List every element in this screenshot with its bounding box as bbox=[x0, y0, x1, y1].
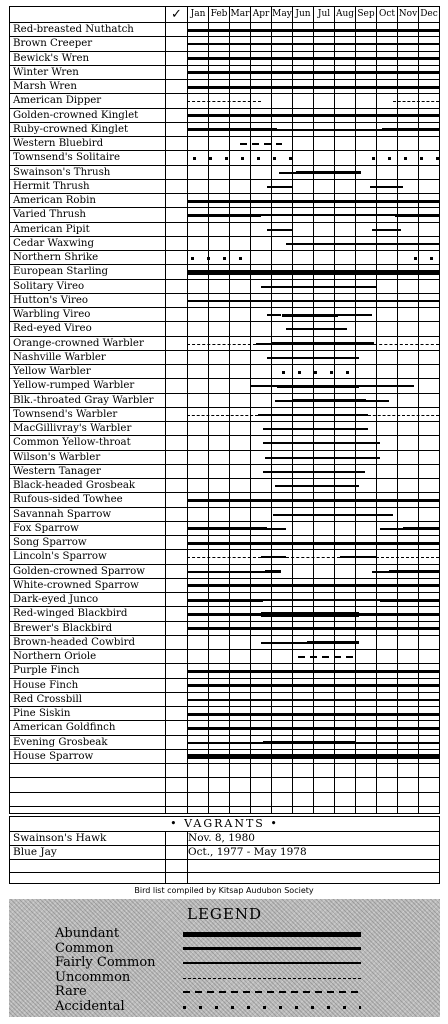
credit-line: Bird list compiled by Kitsap Audubon Society bbox=[134, 886, 314, 895]
legend-panel bbox=[9, 899, 440, 1017]
bird-name: Purple Finch bbox=[13, 665, 80, 677]
legend-row bbox=[55, 985, 385, 999]
occurrence-bar bbox=[187, 684, 439, 687]
divider bbox=[165, 831, 166, 883]
occurrence-bar bbox=[265, 570, 282, 573]
occurrence-bar bbox=[250, 385, 277, 387]
bird-row bbox=[10, 422, 441, 436]
occurrence-bar bbox=[286, 243, 439, 245]
occurrence-bar bbox=[191, 257, 250, 260]
bird-row bbox=[10, 436, 441, 450]
occurrence-bar bbox=[296, 171, 361, 174]
bird-row bbox=[10, 223, 441, 237]
occurrence-bar bbox=[307, 641, 360, 644]
occurrence-bar bbox=[261, 556, 286, 558]
bird-name: Song Sparrow bbox=[13, 537, 87, 548]
bird-name: Orange-crowned Warbler bbox=[13, 337, 144, 349]
occurrence-bar bbox=[187, 584, 439, 587]
bird-row bbox=[10, 37, 441, 51]
occurrence-bar bbox=[279, 172, 296, 174]
bird-row bbox=[10, 750, 441, 764]
vagrants-title: • VAGRANTS • bbox=[170, 817, 279, 830]
occurrence-bar bbox=[267, 314, 282, 316]
occurrence-bar bbox=[263, 471, 366, 473]
occurrence-bar bbox=[275, 400, 292, 402]
occurrence-bar bbox=[261, 214, 395, 216]
bird-row bbox=[10, 579, 441, 593]
bird-name: Nashville Warbler bbox=[13, 351, 106, 363]
occurrence-bar bbox=[187, 29, 439, 32]
occurrence-bar bbox=[395, 214, 439, 217]
bird-row bbox=[10, 536, 441, 550]
bird-name: Marsh Wren bbox=[13, 81, 77, 92]
occurrence-bar bbox=[187, 344, 256, 345]
bird-name: Western Bluebird bbox=[13, 138, 104, 149]
bird-name: MacGillivray's Warbler bbox=[13, 423, 132, 434]
bird-row bbox=[10, 337, 441, 351]
legend-label: Accidental bbox=[55, 998, 125, 1014]
bird-row bbox=[10, 308, 441, 322]
bird-row bbox=[10, 565, 441, 579]
occurrence-bar bbox=[261, 286, 377, 288]
month-label: Jul bbox=[313, 7, 334, 22]
bird-name: White-crowned Sparrow bbox=[13, 579, 139, 591]
bird-name: Townsend's Warbler bbox=[13, 408, 118, 420]
bird-row bbox=[10, 109, 441, 123]
bird-row bbox=[10, 593, 441, 607]
bird-name: Ruby-crowned Kinglet bbox=[13, 123, 129, 135]
bird-row bbox=[10, 622, 441, 636]
legend-label: Abundant bbox=[55, 926, 120, 941]
month-label: Jun bbox=[292, 7, 313, 22]
divider bbox=[10, 859, 439, 860]
bird-row bbox=[10, 636, 441, 650]
occurrence-bar bbox=[273, 514, 393, 516]
occurrence-bar bbox=[298, 656, 355, 658]
bird-row bbox=[10, 721, 441, 735]
bird-row bbox=[10, 251, 441, 265]
occurrence-bar bbox=[258, 414, 367, 416]
occurrence-bar bbox=[187, 599, 263, 602]
bird-name: Hutton's Vireo bbox=[13, 294, 89, 306]
legend-row bbox=[55, 942, 385, 956]
bird-name: Warbling Vireo bbox=[13, 309, 91, 320]
bird-row bbox=[10, 351, 441, 365]
divider bbox=[10, 872, 439, 873]
occurrence-bar bbox=[187, 727, 439, 730]
bird-name: Brewer's Blackbird bbox=[13, 622, 113, 634]
bird-row bbox=[10, 194, 441, 208]
bird-name: Golden-crowned Kinglet bbox=[13, 109, 139, 121]
bird-name: Golden-crowned Sparrow bbox=[13, 565, 146, 577]
occurrence-bar bbox=[393, 101, 439, 102]
legend-row bbox=[55, 1000, 385, 1014]
bird-row bbox=[10, 322, 441, 336]
vagrant-date: Oct., 1977 - May 1978 bbox=[188, 846, 307, 858]
occurrence-bar bbox=[187, 571, 265, 573]
occurrence-bar bbox=[187, 300, 439, 302]
occurrence-bar bbox=[187, 114, 439, 117]
bird-row bbox=[10, 23, 441, 37]
legend-swatch bbox=[183, 932, 361, 937]
bird-name: Swainson's Thrush bbox=[13, 166, 111, 178]
bird-name: Brown Creeper bbox=[13, 38, 93, 50]
bird-row bbox=[10, 80, 441, 94]
bird-row bbox=[10, 265, 441, 279]
grid-row-line bbox=[10, 806, 439, 807]
bird-row bbox=[10, 208, 441, 222]
legend-label: Uncommon bbox=[55, 969, 131, 985]
bird-name: Winter Wren bbox=[13, 66, 79, 78]
bird-name: Red-winged Blackbird bbox=[13, 608, 128, 620]
month-label: Mar bbox=[229, 7, 250, 22]
bird-row bbox=[10, 679, 441, 693]
occurrence-bar bbox=[372, 157, 439, 160]
bird-name: Solitary Vireo bbox=[13, 280, 85, 292]
legend-swatch bbox=[183, 962, 361, 964]
occurrence-bar bbox=[187, 86, 439, 89]
occurrence-bar bbox=[389, 570, 439, 573]
occurrence-bar bbox=[382, 128, 439, 131]
occurrence-bar bbox=[380, 599, 439, 602]
bird-name: Western Tanager bbox=[13, 465, 101, 477]
check-column-header: ✓ bbox=[165, 7, 187, 22]
occurrence-bar bbox=[414, 257, 439, 260]
bird-row bbox=[10, 379, 441, 393]
bird-row bbox=[10, 522, 441, 536]
occurrence-bar bbox=[187, 214, 261, 217]
bird-row bbox=[10, 664, 441, 678]
month-label: Feb bbox=[208, 7, 229, 22]
occurrence-bar bbox=[275, 485, 359, 487]
bird-name: Blk.-throated Gray Warbler bbox=[13, 394, 154, 406]
divider bbox=[187, 831, 188, 883]
bird-name: Hermit Thrush bbox=[13, 180, 90, 192]
bird-name: Cedar Waxwing bbox=[13, 237, 94, 249]
bird-checklist-chart bbox=[9, 6, 440, 814]
bird-row bbox=[10, 137, 441, 151]
occurrence-bar bbox=[282, 371, 362, 374]
occurrence-bar bbox=[187, 713, 439, 716]
bird-name: Wilson's Warbler bbox=[13, 451, 101, 463]
bird-row bbox=[10, 707, 441, 721]
legend-label: Common bbox=[55, 940, 114, 956]
occurrence-bar bbox=[372, 229, 401, 231]
occurrence-bar bbox=[403, 527, 439, 530]
bird-row bbox=[10, 94, 441, 108]
month-label: Aug bbox=[334, 7, 355, 22]
bird-name: European Starling bbox=[13, 266, 109, 278]
vagrant-row bbox=[10, 832, 441, 845]
occurrence-bar bbox=[261, 642, 307, 644]
occurrence-bar bbox=[359, 385, 414, 387]
bird-row bbox=[10, 736, 441, 750]
vagrant-name: Blue Jay bbox=[13, 846, 57, 858]
legend-swatch bbox=[183, 947, 361, 950]
bird-row bbox=[10, 451, 441, 465]
bird-name: Red Crossbill bbox=[13, 693, 83, 705]
legend-row bbox=[55, 971, 385, 985]
occurrence-bar bbox=[187, 742, 263, 744]
occurrence-bar bbox=[267, 357, 359, 359]
occurrence-bar bbox=[277, 385, 359, 388]
legend-swatch bbox=[183, 1006, 361, 1009]
occurrence-bar bbox=[359, 613, 439, 616]
bird-row bbox=[10, 550, 441, 564]
bird-name: Northern Oriole bbox=[13, 651, 97, 662]
bird-name: Evening Grosbeak bbox=[13, 736, 108, 748]
legend-swatch bbox=[183, 991, 361, 993]
occurrence-bar bbox=[267, 186, 292, 188]
occurrence-bar bbox=[282, 314, 339, 317]
occurrence-bar bbox=[265, 457, 381, 459]
occurrence-bar bbox=[267, 528, 286, 530]
bird-name: American Robin bbox=[13, 195, 96, 206]
bird-name: Dark-eyed Junco bbox=[13, 594, 99, 605]
bird-name: American Pipit bbox=[13, 223, 90, 235]
occurrence-bar bbox=[376, 557, 439, 558]
occurrence-bar bbox=[187, 699, 439, 701]
vagrants-section bbox=[9, 816, 440, 884]
occurrence-bar bbox=[187, 101, 261, 102]
bird-row bbox=[10, 151, 441, 165]
occurrence-bar bbox=[187, 754, 439, 759]
occurrence-bar bbox=[263, 741, 355, 744]
occurrence-bar bbox=[187, 415, 258, 416]
occurrence-bar bbox=[240, 143, 282, 145]
occurrence-bar bbox=[368, 415, 439, 416]
bird-name: Fox Sparrow bbox=[13, 522, 79, 534]
occurrence-bar bbox=[187, 43, 439, 45]
occurrence-bar bbox=[263, 599, 381, 601]
bird-row bbox=[10, 650, 441, 664]
bird-row bbox=[10, 365, 441, 379]
occurrence-bar bbox=[187, 200, 439, 203]
bird-row bbox=[10, 493, 441, 507]
bird-row bbox=[10, 237, 441, 251]
month-label: Sep bbox=[355, 7, 376, 22]
legend-label: Rare bbox=[55, 984, 87, 999]
bird-name: House Sparrow bbox=[13, 750, 94, 762]
occurrence-bar bbox=[187, 71, 439, 74]
occurrence-bar bbox=[263, 428, 368, 430]
month-label: Oct bbox=[376, 7, 397, 22]
bird-name: Common Yellow-throat bbox=[13, 437, 131, 449]
vagrant-date: Nov. 8, 1980 bbox=[188, 832, 255, 844]
occurrence-bar bbox=[187, 128, 277, 131]
bird-name: Bewick's Wren bbox=[13, 52, 90, 64]
month-label: Dec bbox=[418, 7, 439, 22]
occurrence-bar bbox=[187, 57, 439, 60]
bird-name: Varied Thrush bbox=[13, 209, 86, 221]
vagrants-title-text: VAGRANTS bbox=[184, 817, 265, 830]
bird-row bbox=[10, 123, 441, 137]
legend-swatch bbox=[183, 978, 361, 979]
occurrence-bar bbox=[193, 157, 298, 160]
occurrence-bar bbox=[372, 571, 389, 573]
bird-row bbox=[10, 394, 441, 408]
occurrence-bar bbox=[187, 542, 439, 545]
occurrence-bar bbox=[187, 270, 439, 275]
bird-name: Rufous-sided Towhee bbox=[13, 494, 123, 506]
bird-row bbox=[10, 479, 441, 493]
month-label: Nov bbox=[397, 7, 418, 22]
occurrence-bar bbox=[256, 343, 271, 345]
bird-row bbox=[10, 52, 441, 66]
bird-name: American Dipper bbox=[13, 95, 102, 107]
occurrence-bar bbox=[366, 400, 389, 402]
vagrant-name: Swainson's Hawk bbox=[13, 832, 107, 844]
grid-row-line bbox=[10, 792, 439, 793]
occurrence-bar bbox=[380, 528, 403, 530]
occurrence-bar bbox=[187, 557, 261, 558]
bird-name: Red-eyed Vireo bbox=[13, 323, 92, 335]
bird-name: Pine Siskin bbox=[13, 708, 71, 719]
bird-row bbox=[10, 294, 441, 308]
legend-row bbox=[55, 956, 385, 970]
bird-row bbox=[10, 180, 441, 194]
legend-row bbox=[55, 927, 385, 941]
occurrence-bar bbox=[292, 399, 366, 402]
bird-name: Yellow Warbler bbox=[13, 366, 91, 377]
occurrence-bar bbox=[263, 442, 381, 444]
month-label: Apr bbox=[250, 7, 271, 22]
bird-row bbox=[10, 693, 441, 707]
occurrence-bar bbox=[374, 344, 439, 345]
bird-row bbox=[10, 408, 441, 422]
vagrant-row bbox=[10, 846, 441, 859]
bird-name: American Goldfinch bbox=[13, 722, 116, 734]
bird-row bbox=[10, 607, 441, 621]
occurrence-bar bbox=[267, 229, 292, 231]
grid-row-line bbox=[10, 777, 439, 778]
bird-row bbox=[10, 465, 441, 479]
month-label: May bbox=[271, 7, 292, 22]
bird-name: Black-headed Grosbeak bbox=[13, 480, 136, 491]
occurrence-bar bbox=[187, 527, 267, 530]
bird-name: Lincoln's Sparrow bbox=[13, 551, 107, 563]
bird-name: Northern Shrike bbox=[13, 252, 99, 263]
occurrence-bar bbox=[187, 627, 439, 630]
occurrence-bar bbox=[355, 742, 439, 744]
occurrence-bar bbox=[187, 670, 439, 673]
occurrence-bar bbox=[187, 499, 439, 502]
legend-title: LEGEND bbox=[187, 905, 262, 923]
bird-name: House Finch bbox=[13, 679, 79, 691]
occurrence-bar bbox=[340, 556, 376, 558]
bird-name: Savannah Sparrow bbox=[13, 508, 112, 520]
legend-label: Fairly Common bbox=[55, 955, 156, 970]
occurrence-bar bbox=[271, 342, 374, 345]
occurrence-bar bbox=[286, 328, 347, 330]
bird-name: Townsend's Solitaire bbox=[13, 152, 120, 164]
bird-name: Brown-headed Cowbird bbox=[13, 636, 136, 648]
occurrence-bar bbox=[286, 557, 341, 558]
bird-row bbox=[10, 66, 441, 80]
month-label: Jan bbox=[187, 7, 208, 22]
bird-name: Red-breasted Nuthatch bbox=[13, 24, 134, 35]
bird-row bbox=[10, 166, 441, 180]
occurrence-bar bbox=[261, 612, 360, 617]
occurrence-bar bbox=[338, 314, 372, 316]
occurrence-bar bbox=[187, 613, 261, 616]
bird-row bbox=[10, 508, 441, 522]
occurrence-bar bbox=[370, 186, 404, 188]
occurrence-bar bbox=[277, 129, 382, 131]
bird-row bbox=[10, 280, 441, 294]
bird-name: Yellow-rumped Warbler bbox=[13, 380, 135, 392]
